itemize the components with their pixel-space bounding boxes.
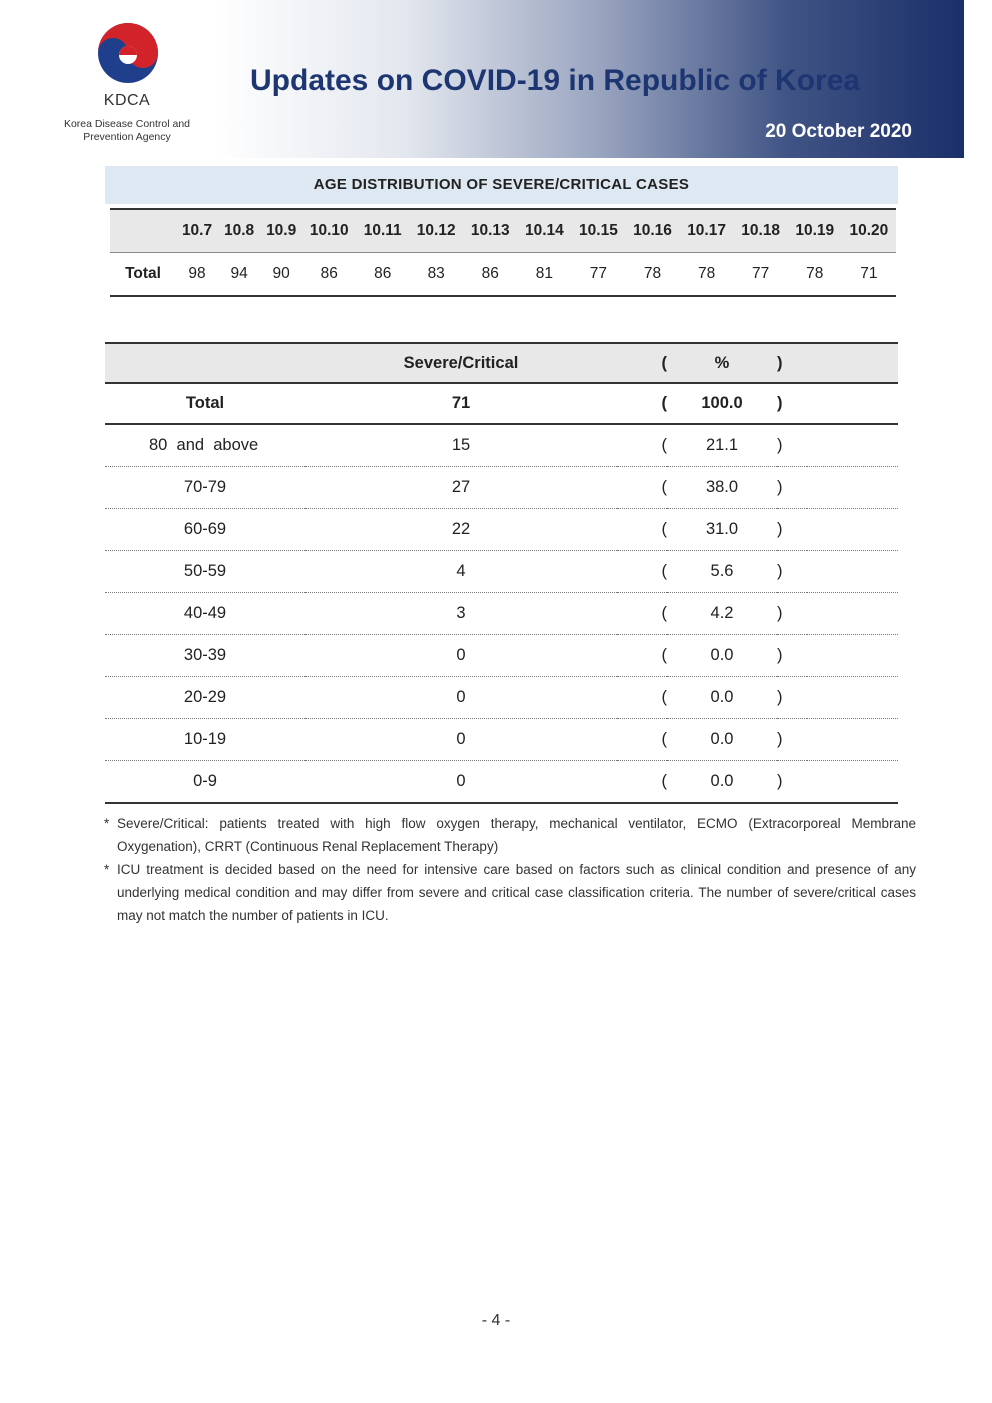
age-label: 20-29 [105, 677, 305, 719]
age-table-header-row [105, 343, 898, 383]
footnote-text: ICU treatment is decided based on the need for intensive care based on factors such as clinical condition and presence of any underlying medical condition and may differ from severe and critical case classification criteria. The number of severe/critical cases may not match the number of patients in ICU. [117, 862, 916, 923]
date-header: 10.10 [302, 209, 356, 253]
taegeuk-emblem-icon [97, 22, 159, 84]
date-header: 10.13 [463, 209, 517, 253]
report-date: 20 October 2020 [765, 121, 912, 142]
trend-value: 71 [842, 253, 896, 297]
date-header: 10.8 [218, 209, 260, 253]
spacer-cell [807, 467, 898, 509]
paren-close: ) [777, 509, 807, 551]
paren-close: ) [777, 593, 807, 635]
paren-open: ( [617, 551, 667, 593]
trend-value: 83 [409, 253, 463, 297]
trend-table [110, 208, 896, 297]
age-distribution-table [105, 342, 898, 804]
case-count: 0 [305, 719, 617, 761]
trend-value: 86 [302, 253, 356, 297]
age-label: 10-19 [105, 719, 305, 761]
case-count: 27 [305, 467, 617, 509]
trend-value: 78 [625, 253, 679, 297]
case-percent: 38.0 [667, 467, 777, 509]
footnote [104, 858, 916, 927]
age-label: 60-69 [105, 509, 305, 551]
spacer-cell [807, 635, 898, 677]
table-row [105, 635, 898, 677]
date-header: 10.11 [356, 209, 409, 253]
case-percent: 0.0 [667, 677, 777, 719]
spacer-cell [807, 383, 898, 424]
trend-value: 78 [680, 253, 734, 297]
age-label: 30-39 [105, 635, 305, 677]
paren-open: ( [617, 677, 667, 719]
page-title: Updates on COVID-19 in Republic of Korea [250, 64, 861, 97]
paren-close: ) [777, 635, 807, 677]
case-count: 3 [305, 593, 617, 635]
age-label: Total [105, 383, 305, 424]
trend-value: 98 [176, 253, 218, 297]
case-count: 0 [305, 677, 617, 719]
trend-table-corner [110, 209, 176, 253]
table-row [105, 551, 898, 593]
case-count: 71 [305, 383, 617, 424]
table-row [105, 467, 898, 509]
logo-agency-name [52, 118, 202, 144]
paren-open: ( [617, 424, 667, 467]
date-header: 10.7 [176, 209, 218, 253]
age-label: 50-59 [105, 551, 305, 593]
case-percent: 0.0 [667, 761, 777, 804]
trend-value: 94 [218, 253, 260, 297]
logo-abbreviation: KDCA [103, 92, 151, 109]
paren-close: ) [777, 761, 807, 804]
date-header: 10.16 [625, 209, 679, 253]
footnotes [104, 812, 916, 927]
paren-open: ( [617, 761, 667, 804]
paren-open: ( [617, 467, 667, 509]
percent-column-header: % [667, 343, 777, 383]
case-count: 0 [305, 635, 617, 677]
case-count: 4 [305, 551, 617, 593]
footnote-text: Severe/Critical: patients treated with high flow oxygen therapy, mechanical ventilator, ECMO (Extracorporeal Membrane Oxygenation), CRRT (Continuous Renal Replacement Therapy) [117, 816, 916, 854]
trend-value: 86 [463, 253, 517, 297]
age-label: 80 and above [105, 424, 305, 467]
spacer-cell [807, 719, 898, 761]
trend-value: 77 [571, 253, 625, 297]
page-header [0, 0, 964, 158]
paren-open: ( [617, 593, 667, 635]
table-row [105, 593, 898, 635]
case-percent: 0.0 [667, 635, 777, 677]
spacer-cell [807, 677, 898, 719]
spacer-cell [807, 509, 898, 551]
footnote [104, 812, 916, 858]
spacer-cell [807, 551, 898, 593]
age-column-header [105, 343, 305, 383]
trend-value: 78 [788, 253, 842, 297]
table-row [105, 761, 898, 804]
logo-agency-name-line2: Prevention Agency [83, 131, 171, 143]
table-row [105, 509, 898, 551]
spacer-cell [807, 761, 898, 804]
spacer-cell [807, 343, 898, 383]
date-header: 10.20 [842, 209, 896, 253]
age-label: 70-79 [105, 467, 305, 509]
case-percent: 100.0 [667, 383, 777, 424]
trend-table-header-row [110, 209, 896, 253]
paren-close: ) [777, 677, 807, 719]
severe-critical-column-header: Severe/Critical [305, 343, 617, 383]
kdca-logo [52, 18, 202, 148]
paren-close: ) [777, 343, 807, 383]
footnote-marker: * [104, 816, 110, 831]
paren-close: ) [777, 551, 807, 593]
case-count: 0 [305, 761, 617, 804]
paren-open: ( [617, 719, 667, 761]
table-row [105, 719, 898, 761]
paren-close: ) [777, 719, 807, 761]
trend-value: 90 [260, 253, 302, 297]
date-header: 10.19 [788, 209, 842, 253]
case-percent: 5.6 [667, 551, 777, 593]
case-count: 22 [305, 509, 617, 551]
trend-value: 77 [734, 253, 788, 297]
paren-open: ( [617, 635, 667, 677]
trend-table-title: AGE DISTRIBUTION OF SEVERE/CRITICAL CASES [105, 166, 898, 204]
paren-open: ( [617, 383, 667, 424]
footnote-marker: * [104, 862, 110, 877]
date-header: 10.18 [734, 209, 788, 253]
trend-row-label: Total [110, 253, 176, 297]
paren-close: ) [777, 424, 807, 467]
table-row [105, 677, 898, 719]
date-header: 10.15 [571, 209, 625, 253]
case-percent: 21.1 [667, 424, 777, 467]
table-row [105, 424, 898, 467]
paren-open: ( [617, 343, 667, 383]
trend-value: 86 [356, 253, 409, 297]
age-label: 0-9 [105, 761, 305, 804]
spacer-cell [807, 593, 898, 635]
case-percent: 4.2 [667, 593, 777, 635]
date-header: 10.9 [260, 209, 302, 253]
trend-value: 81 [517, 253, 571, 297]
paren-open: ( [617, 509, 667, 551]
total-row [105, 383, 898, 424]
date-header: 10.17 [680, 209, 734, 253]
trend-table-row [110, 253, 896, 297]
paren-close: ) [777, 467, 807, 509]
spacer-cell [807, 424, 898, 467]
paren-close: ) [777, 383, 807, 424]
date-header: 10.12 [409, 209, 463, 253]
age-label: 40-49 [105, 593, 305, 635]
case-percent: 31.0 [667, 509, 777, 551]
date-header: 10.14 [517, 209, 571, 253]
case-count: 15 [305, 424, 617, 467]
page-number: - 4 - [481, 1312, 511, 1329]
logo-agency-name-line1: Korea Disease Control and [63, 118, 191, 130]
case-percent: 0.0 [667, 719, 777, 761]
